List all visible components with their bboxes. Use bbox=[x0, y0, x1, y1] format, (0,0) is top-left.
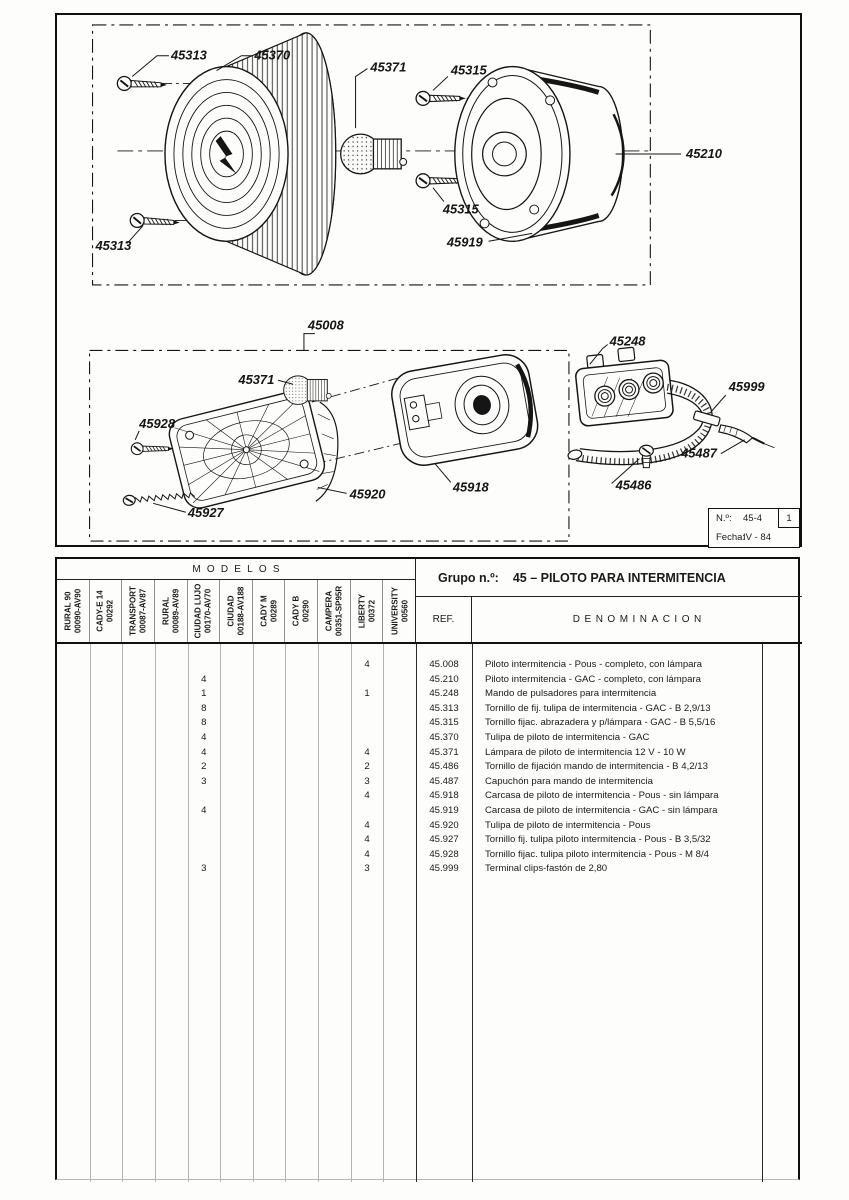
table-row bbox=[57, 848, 802, 863]
denominacion-cell: Carcasa de piloto de intermitencia - GAC - sin lámpara bbox=[485, 805, 718, 816]
table-row bbox=[57, 658, 802, 673]
qty-cell: 3 bbox=[364, 863, 370, 875]
table-row bbox=[57, 819, 802, 834]
screw-45928-drawing bbox=[131, 443, 173, 455]
rect-housing-drawing bbox=[388, 351, 541, 469]
part-label: 45920 bbox=[349, 486, 386, 502]
model-column-header: RURAL 90 00090-AV90 bbox=[57, 580, 90, 642]
part-label: 45919 bbox=[446, 234, 483, 250]
qty-cell: 4 bbox=[364, 659, 370, 670]
qty-cell: 1 bbox=[201, 688, 207, 700]
ref-cell: 45.248 bbox=[429, 688, 459, 700]
qty-cell: 4 bbox=[364, 848, 370, 860]
qty-cell: 4 bbox=[201, 673, 207, 685]
denominacion-cell: Capuchón para mando de intermitencia bbox=[485, 775, 653, 787]
modelos-header bbox=[57, 559, 416, 580]
sheet-page-number: 1 bbox=[778, 509, 799, 528]
qty-cell: 2 bbox=[364, 761, 370, 773]
table-row bbox=[57, 687, 802, 702]
screw-45313-bottom bbox=[130, 213, 180, 229]
qty-cell: 4 bbox=[201, 746, 207, 758]
model-column-header: CADY-E 14 00292 bbox=[90, 580, 123, 642]
model-column-header: TRANSPORT 00087-AV87 bbox=[122, 580, 155, 642]
part-label: 45928 bbox=[139, 415, 176, 431]
ref-cell: 45.486 bbox=[429, 761, 459, 773]
qty-cell: 3 bbox=[201, 863, 207, 875]
part-label: 45313 bbox=[95, 238, 132, 254]
ref-cell: 45.210 bbox=[429, 673, 459, 685]
part-label: 45999 bbox=[728, 379, 765, 395]
denominacion-cell: Mando de pulsadores para intermitencia bbox=[485, 688, 657, 700]
table-row bbox=[57, 731, 802, 746]
table-row bbox=[57, 775, 802, 790]
ref-cell: 45.008 bbox=[429, 659, 459, 670]
figure-panel bbox=[55, 13, 802, 547]
screw-45313-top bbox=[117, 76, 167, 92]
part-label: 45487 bbox=[681, 445, 717, 461]
model-headers bbox=[57, 580, 416, 642]
part-label: 45486 bbox=[615, 477, 652, 493]
qty-cell: 8 bbox=[201, 717, 207, 729]
qty-cell: 4 bbox=[364, 834, 370, 846]
parts-table bbox=[55, 557, 800, 1180]
model-column-header: CAMPERA 00351-SP95R bbox=[318, 580, 351, 642]
sheet-info-box bbox=[708, 508, 800, 548]
fig2-rect-lamp bbox=[90, 318, 775, 541]
ref-header: REF. bbox=[416, 597, 472, 642]
sheet-date-row bbox=[709, 528, 799, 547]
table-row bbox=[57, 804, 802, 819]
part-label: 45313 bbox=[170, 47, 207, 63]
denominacion-cell: Lámpara de piloto de intermitencia 12 V - 10 W bbox=[485, 746, 686, 758]
denominacion-cell: Piloto intermitencia - GAC - completo, con lámpara bbox=[485, 673, 701, 685]
denominacion-header: DENOMINACION bbox=[572, 614, 706, 625]
switch-drawing bbox=[573, 344, 673, 427]
table-row bbox=[57, 746, 802, 761]
sheet-number-value: 45-4 bbox=[743, 513, 763, 524]
data-grid bbox=[57, 642, 802, 1182]
table-row bbox=[57, 833, 802, 848]
screw-45315-top bbox=[416, 91, 466, 105]
ref-cell: 45.927 bbox=[429, 834, 459, 846]
part-label: 45210 bbox=[686, 145, 722, 161]
sheet-number-row bbox=[709, 509, 799, 528]
housing-drawing bbox=[455, 67, 624, 242]
part-label: 45008 bbox=[307, 317, 344, 333]
sheet-number-label: N.º: bbox=[716, 513, 732, 524]
denominacion-cell: Tornillo fijac. abrazadera y p/lámpara - GAC - B 5,5/16 bbox=[485, 717, 716, 729]
denominacion-cell: Piloto intermitencia - Pous - completo, con lámpara bbox=[485, 659, 703, 670]
part-label: 45371 bbox=[238, 372, 275, 388]
bulb-45371-drawing-2 bbox=[284, 376, 332, 405]
model-column-header: CIUDAD 00188-AV188 bbox=[220, 580, 253, 642]
qty-cell: 3 bbox=[201, 775, 207, 787]
part-label: 45315 bbox=[442, 201, 479, 217]
sheet-date-value: IV - 84 bbox=[743, 532, 771, 543]
modelos-title: MODELOS bbox=[192, 564, 286, 575]
ref-cell: 45.999 bbox=[429, 863, 459, 875]
qty-cell: 2 bbox=[201, 761, 207, 773]
lens-drawing bbox=[165, 33, 336, 275]
grupo-header bbox=[416, 559, 802, 597]
grupo-label: Grupo n.º: bbox=[438, 571, 499, 585]
table-row bbox=[57, 702, 802, 717]
denominacion-cell: Terminal clips-fastón de 2,80 bbox=[485, 863, 608, 875]
qty-cell: 4 bbox=[364, 819, 370, 831]
model-column-header: UNIVERSITY 00560 bbox=[390, 587, 409, 636]
part-label: 45918 bbox=[452, 479, 489, 495]
qty-cell: 4 bbox=[364, 746, 370, 758]
qty-cell: 4 bbox=[201, 732, 207, 743]
bulb-45371-drawing bbox=[341, 134, 407, 174]
denominacion-cell: Tornillo fijac. tulipa piloto intermitencia - Pous - M 8/4 bbox=[485, 848, 709, 860]
denominacion-cell: Tulipa de piloto de intermitencia - GAC bbox=[485, 732, 650, 743]
ref-cell: 45.313 bbox=[429, 702, 459, 714]
model-column-header: CADY B 00290 bbox=[285, 580, 318, 642]
qty-cell: 1 bbox=[364, 688, 370, 700]
table-row bbox=[57, 862, 802, 877]
model-column-header: LIBERTY 00372 bbox=[351, 580, 384, 642]
part-label: 45927 bbox=[187, 505, 224, 521]
model-column-header: CIUDAD LUJO 00170-AV70 bbox=[188, 580, 221, 642]
ref-cell: 45.920 bbox=[429, 819, 459, 831]
denominacion-cell: Tornillo de fijación mando de intermitencia - B 4,2/13 bbox=[485, 761, 708, 773]
sheet-date-label: Fecha: bbox=[716, 532, 746, 543]
denominacion-cell: Tornillo de fij. tulipa de intermitencia - GAC - B 2,9/13 bbox=[485, 702, 711, 714]
ref-cell: 45.315 bbox=[429, 717, 459, 729]
exploded-diagrams bbox=[57, 15, 800, 545]
grupo-value: 45 – PILOTO PARA INTERMITENCIA bbox=[512, 571, 726, 585]
ref-cell: 45.371 bbox=[429, 746, 459, 758]
ref-cell: 45.919 bbox=[429, 805, 459, 816]
model-column-header: RURAL 00089-AV89 bbox=[155, 580, 188, 642]
qty-cell: 4 bbox=[364, 790, 370, 802]
ref-cell: 45.928 bbox=[429, 848, 459, 860]
table-row bbox=[57, 673, 802, 688]
part-label: 45248 bbox=[609, 333, 646, 349]
model-column-header: CADY M 00289 bbox=[253, 580, 286, 642]
qty-cell: 3 bbox=[364, 775, 370, 787]
denominacion-cell: Tulipa de piloto de intermitencia - Pous bbox=[485, 819, 651, 831]
fig1-round-lamp bbox=[93, 25, 723, 285]
ref-cell: 45.918 bbox=[429, 790, 459, 802]
qty-cell: 8 bbox=[201, 702, 207, 714]
part-label: 45371 bbox=[370, 59, 407, 75]
part-label: 45315 bbox=[450, 62, 487, 78]
ref-cell: 45.370 bbox=[429, 732, 459, 743]
denominacion-cell: Tornillo fij. tulipa piloto intermitencia - Pous - B 3,5/32 bbox=[485, 834, 711, 846]
denominacion-cell: Carcasa de piloto de intermitencia - Pous - sin lámpara bbox=[485, 790, 719, 802]
ref-cell: 45.487 bbox=[429, 775, 459, 787]
part-label: 45370 bbox=[254, 47, 291, 63]
table-row bbox=[57, 716, 802, 731]
table-row bbox=[57, 789, 802, 804]
terminal-drawing bbox=[693, 411, 774, 448]
table-row bbox=[57, 760, 802, 775]
qty-cell: 4 bbox=[201, 805, 207, 816]
